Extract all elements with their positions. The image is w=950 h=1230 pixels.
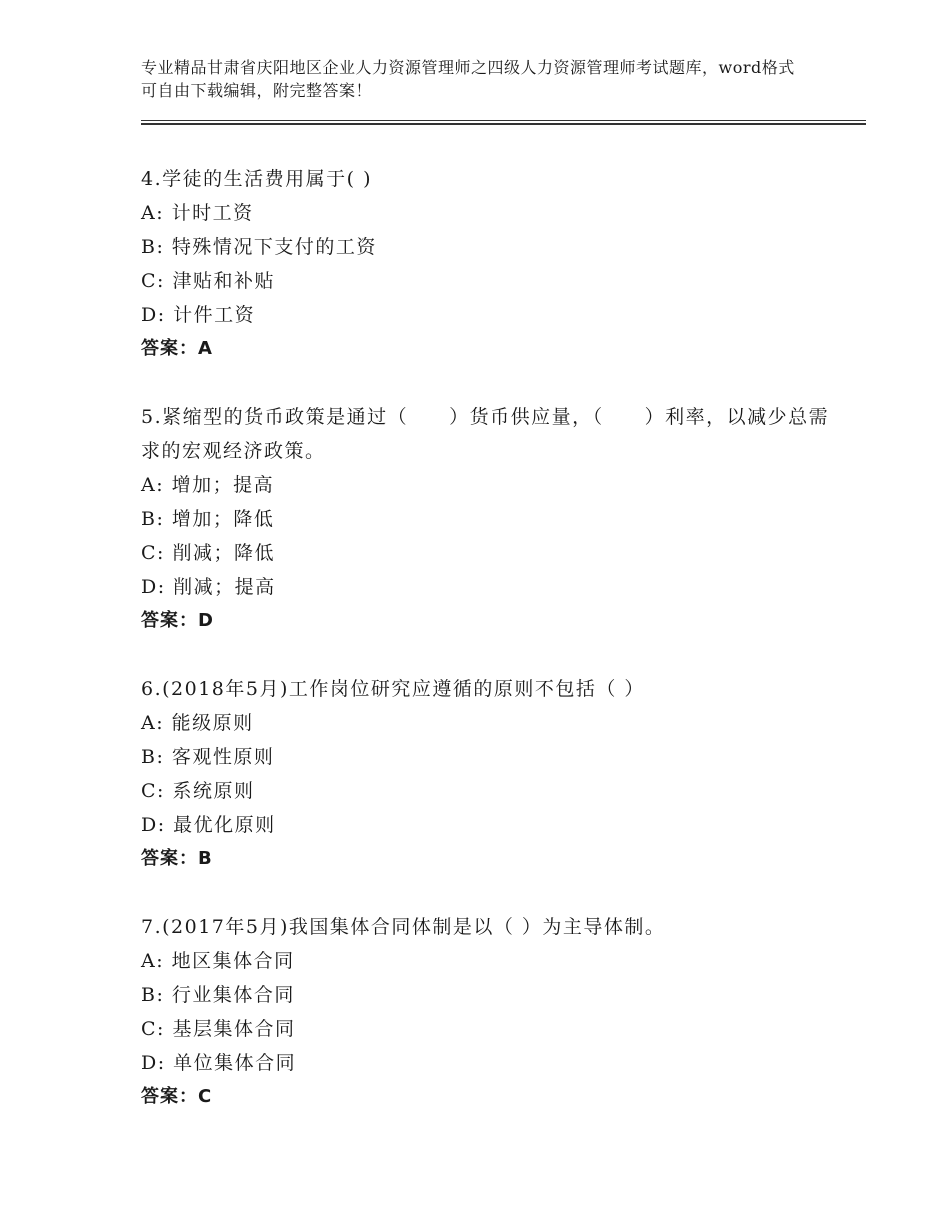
option-d: D: 最优化原则 [141, 814, 276, 836]
option-a: A: 增加；提高 [141, 474, 275, 496]
document-header: 专业精品甘肃省庆阳地区企业人力资源管理师之四级人力资源管理师考试题库，word格式可自由下载编辑，附完整答案！ [141, 58, 795, 100]
option-b: B: 增加；降低 [141, 508, 275, 530]
option-b: B: 行业集体合同 [141, 984, 295, 1006]
question-stem: 6.(2018年5月)工作岗位研究应遵循的原则不包括（ ） [141, 678, 645, 700]
option-d: D: 计件工资 [141, 304, 256, 326]
option-d: D: 削减；提高 [141, 576, 276, 598]
option-c: C: 基层集体合同 [141, 1018, 296, 1040]
option-c: C: 津贴和补贴 [141, 270, 275, 292]
header-divider-thin [141, 120, 866, 121]
answer-line: 答案：B [141, 848, 213, 869]
question-stem: 4.学徒的生活费用属于( ) [141, 168, 372, 190]
header-divider-thick [141, 123, 866, 125]
option-b: B: 特殊情况下支付的工资 [141, 236, 377, 258]
option-a: A: 计时工资 [141, 202, 254, 224]
option-b: B: 客观性原则 [141, 746, 275, 768]
answer-line: 答案：C [141, 1086, 213, 1107]
question-stem: 5.紧缩型的货币政策是通过（ ）货币供应量，（ ）利率，以减少总需求的宏观经济政策。 [141, 406, 830, 462]
question-4 [141, 162, 841, 366]
answer-line: 答案：D [141, 610, 214, 631]
question-5 [141, 400, 841, 638]
option-c: C: 系统原则 [141, 780, 255, 802]
question-6 [141, 672, 841, 876]
option-a: A: 能级原则 [141, 712, 254, 734]
option-c: C: 削减；降低 [141, 542, 275, 564]
question-7 [141, 910, 841, 1114]
question-stem: 7.(2017年5月)我国集体合同体制是以（ ）为主导体制。 [141, 916, 666, 938]
question-list [141, 162, 841, 1148]
answer-line: 答案：A [141, 338, 213, 359]
option-a: A: 地区集体合同 [141, 950, 295, 972]
option-d: D: 单位集体合同 [141, 1052, 297, 1074]
header-divider [141, 120, 866, 126]
